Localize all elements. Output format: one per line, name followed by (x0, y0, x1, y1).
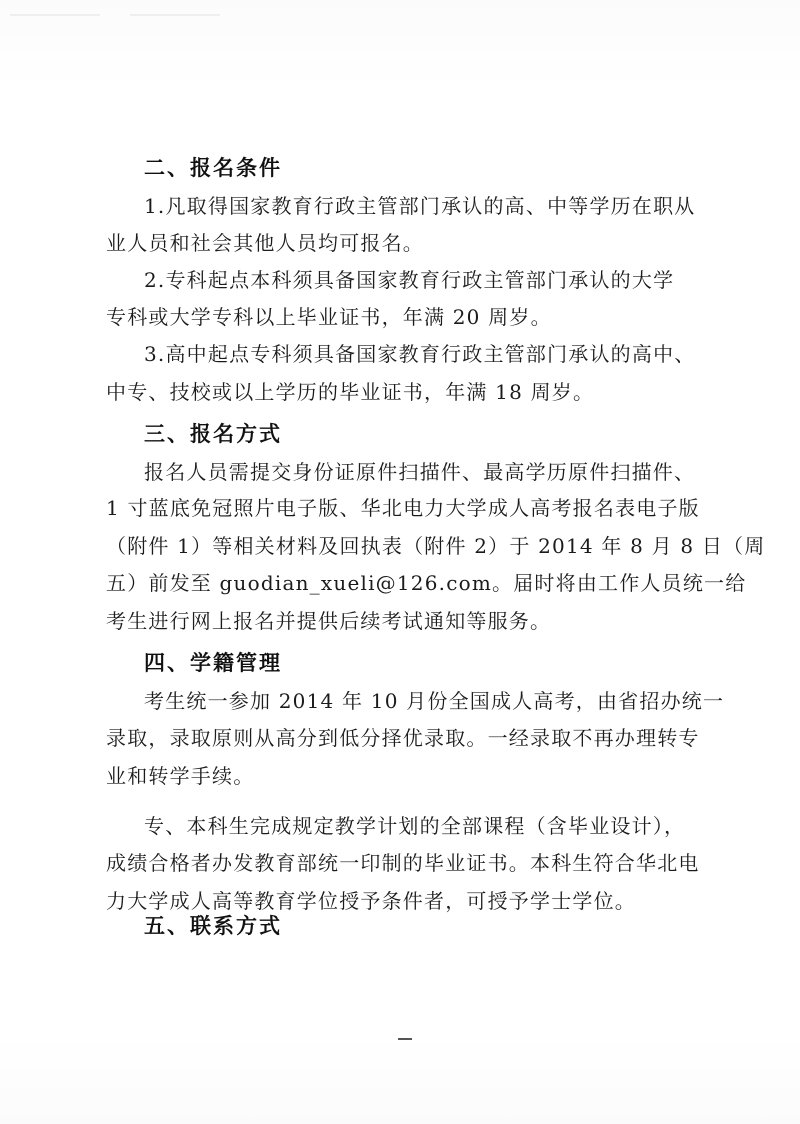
paragraph-line: 成绩合格者办发教育部统一印制的毕业证书。本科生符合华北电 (106, 851, 700, 875)
paragraph-line: 考生进行网上报名并提供后续考试通知等服务。 (106, 609, 552, 633)
paragraph-line: 业人员和社会其他人员均可报名。 (106, 231, 424, 255)
paragraph-line: 业和转学手续。 (106, 764, 255, 788)
paragraph-line: 力大学成人高等教育学位授予条件者，可授予学士学位。 (106, 889, 636, 913)
scan-artifact-top-2 (130, 14, 220, 16)
section-heading-registration-conditions: 二、报名条件 (144, 155, 282, 180)
section-heading-contact: 五、联系方式 (144, 913, 282, 938)
section-heading-registration-method: 三、报名方式 (144, 421, 282, 446)
paragraph-line: 专科或大学专科以上毕业证书，年满 20 周岁。 (106, 305, 552, 329)
paragraph-line: 五）前发至 guodian_xueli@126.com。届时将由工作人员统一给 (106, 571, 747, 595)
paragraph-line: （附件 1）等相关材料及回执表（附件 2）于 2014 年 8 月 8 日（周 (106, 534, 766, 558)
paragraph-line: 3.高中起点专科须具备国家教育行政主管部门承认的高中、 (144, 342, 696, 366)
paragraph-line: 考生统一参加 2014 年 10 月份全国成人高考，由省招办统一 (144, 689, 725, 713)
section-heading-student-status: 四、学籍管理 (144, 650, 282, 675)
scan-artifact-top (10, 14, 100, 16)
paragraph-line: 录取，录取原则从高分到低分择优录取。一经录取不再办理转专 (106, 726, 700, 750)
page-footer-mark (398, 1038, 412, 1040)
paragraph-line: 专、本科生完成规定教学计划的全部课程（含毕业设计）， (144, 814, 686, 838)
paragraph-line: 报名人员需提交身份证原件扫描件、最高学历原件扫描件、 (144, 460, 696, 484)
paragraph-line: 1 寸蓝底免冠照片电子版、华北电力大学成人高考报名表电子版 (106, 496, 700, 520)
paragraph-line: 中专、技校或以上学历的毕业证书，年满 18 周岁。 (106, 380, 595, 404)
paragraph-line: 2.专科起点本科须具备国家教育行政主管部门承认的大学 (144, 268, 675, 292)
paragraph-line: 1.凡取得国家教育行政主管部门承认的高、中等学历在职从 (144, 194, 696, 218)
